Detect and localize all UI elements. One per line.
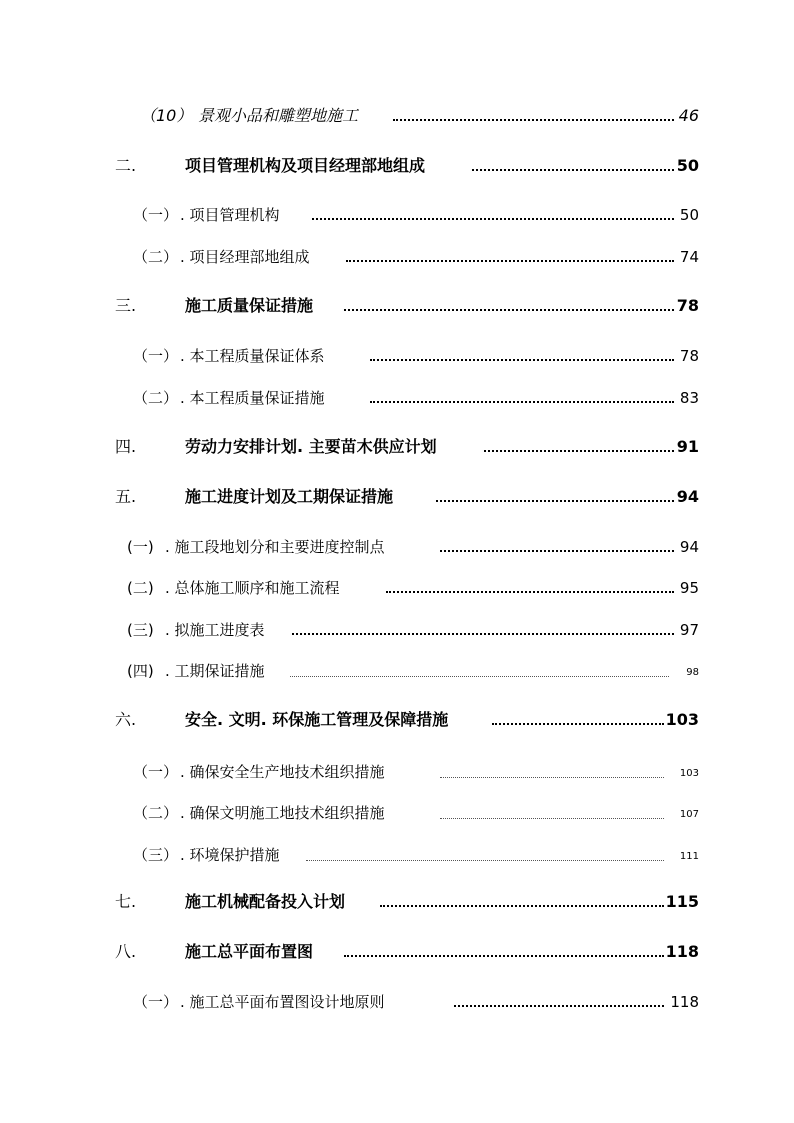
- toc-chapter-page: 50: [676, 156, 699, 175]
- toc-chapter-number: 八.: [115, 942, 137, 961]
- toc-entry-page: 118: [670, 993, 699, 1011]
- toc-entry-page: 111: [679, 851, 699, 862]
- toc-chapter: [0, 294, 794, 318]
- toc-chapter-number: 六.: [115, 710, 137, 729]
- toc-chapter-number: 四.: [115, 437, 137, 456]
- toc-chapter-title: 劳动力安排计划. 主要苗木供应计划: [185, 437, 437, 456]
- toc-entry: [0, 535, 794, 559]
- toc-entry-page: 95: [679, 579, 699, 597]
- toc-dot-leader: [440, 550, 674, 552]
- toc-chapter-page: 115: [665, 892, 699, 911]
- toc-entry-page: 74: [679, 248, 699, 266]
- toc-entry-page: 83: [679, 389, 699, 407]
- toc-chapter-title: 施工总平面布置图: [185, 942, 314, 961]
- toc-entry-title: . 确保文明施工地技术组织措施: [180, 804, 385, 822]
- toc-entry: [0, 618, 794, 642]
- toc-entry-title: . 拟施工进度表: [165, 621, 265, 639]
- toc-chapter-page: 94: [676, 487, 699, 506]
- toc-dot-leader: [472, 169, 674, 171]
- toc-entry-number: (三): [127, 621, 154, 639]
- toc-chapter: [0, 708, 794, 732]
- toc-dot-leader: [440, 818, 664, 819]
- toc-dot-leader: [290, 676, 669, 677]
- toc-entry-number: （二）: [133, 804, 179, 822]
- toc-entry-number: （10）: [140, 106, 193, 125]
- toc-chapter: [0, 890, 794, 914]
- toc-entry-title: . 确保安全生产地技术组织措施: [180, 763, 385, 781]
- toc-chapter: [0, 154, 794, 178]
- toc-entry-number: (二): [127, 579, 154, 597]
- toc-dot-leader: [393, 119, 674, 121]
- toc-chapter-title: 施工进度计划及工期保证措施: [185, 487, 394, 506]
- toc-entry-page: 107: [679, 809, 699, 820]
- toc-entry-page: 78: [679, 347, 699, 365]
- toc-entry: [0, 245, 794, 269]
- toc-chapter-title: 施工质量保证措施: [185, 296, 314, 315]
- toc-entry-page: 97: [679, 621, 699, 639]
- toc-entry-page: 50: [679, 206, 699, 224]
- toc-dot-leader: [440, 777, 664, 778]
- toc-dot-leader: [344, 309, 674, 311]
- toc-dot-leader: [380, 905, 664, 907]
- toc-entry-title: . 施工段地划分和主要进度控制点: [165, 538, 385, 556]
- toc-entry-page: 98: [686, 667, 699, 678]
- toc-dot-leader: [312, 218, 674, 220]
- toc-entry-page: 94: [679, 538, 699, 556]
- toc-entry-number: （一）: [133, 763, 179, 781]
- toc-dot-leader: [344, 955, 664, 957]
- toc-entry-number: (四): [127, 662, 154, 680]
- toc-chapter: [0, 940, 794, 964]
- toc-entry: [0, 203, 794, 227]
- toc-entry-title: . 项目经理部地组成: [180, 248, 310, 266]
- toc-chapter: [0, 485, 794, 509]
- toc-dot-leader: [492, 723, 664, 725]
- toc-entry: [0, 659, 794, 683]
- toc-chapter-page: 103: [665, 710, 699, 729]
- toc-entry-title: . 项目管理机构: [180, 206, 280, 224]
- toc-chapter: [0, 435, 794, 459]
- toc-entry: [0, 386, 794, 410]
- toc-entry: [0, 760, 794, 784]
- toc-entry-title: . 施工总平面布置图设计地原则: [180, 993, 385, 1011]
- toc-dot-leader: [370, 359, 674, 361]
- toc-dot-leader: [454, 1005, 664, 1007]
- toc-entry-title: . 总体施工顺序和施工流程: [165, 579, 340, 597]
- toc-chapter-page: 78: [676, 296, 699, 315]
- toc-chapter-page: 91: [676, 437, 699, 456]
- toc-chapter-title: 安全. 文明. 环保施工管理及保障措施: [185, 710, 449, 729]
- toc-entry-page: 103: [679, 768, 699, 779]
- toc-entry: [0, 344, 794, 368]
- toc-entry-number: (一): [127, 538, 154, 556]
- toc-entry-title: . 本工程质量保证措施: [180, 389, 325, 407]
- toc-chapter-page: 118: [665, 942, 699, 961]
- toc-dot-leader: [346, 260, 674, 262]
- toc-entry-number: （一）: [133, 206, 179, 224]
- toc-dot-leader: [386, 591, 674, 593]
- toc-entry: [0, 843, 794, 867]
- toc-dot-leader: [436, 500, 674, 502]
- toc-chapter-number: 二.: [115, 156, 137, 175]
- toc-chapter-number: 三.: [115, 296, 137, 315]
- toc-dot-leader: [484, 450, 674, 452]
- toc-entry-number: （一）: [133, 347, 179, 365]
- toc-chapter-number: 七.: [115, 892, 137, 911]
- toc-dot-leader: [292, 633, 674, 635]
- toc-chapter-number: 五.: [115, 487, 137, 506]
- toc-entry-number: （三）: [133, 846, 179, 864]
- toc-entry-number: （一）: [133, 993, 179, 1011]
- toc-entry-number: （二）: [133, 389, 179, 407]
- toc-chapter-title: 施工机械配备投入计划: [185, 892, 346, 911]
- toc-dot-leader: [370, 401, 674, 403]
- toc-dot-leader: [306, 860, 664, 861]
- toc-chapter-title: 项目管理机构及项目经理部地组成: [185, 156, 426, 175]
- toc-entry-title: . 本工程质量保证体系: [180, 347, 325, 365]
- toc-entry-title: . 工期保证措施: [165, 662, 265, 680]
- toc-entry: [0, 990, 794, 1014]
- toc-entry: [0, 104, 794, 128]
- toc-entry: [0, 576, 794, 600]
- toc-entry: [0, 801, 794, 825]
- toc-entry-number: （二）: [133, 248, 179, 266]
- toc-entry-title: . 环境保护措施: [180, 846, 280, 864]
- toc-entry-title: 景观小品和雕塑地施工: [198, 106, 359, 125]
- toc-entry-page: 46: [678, 106, 699, 125]
